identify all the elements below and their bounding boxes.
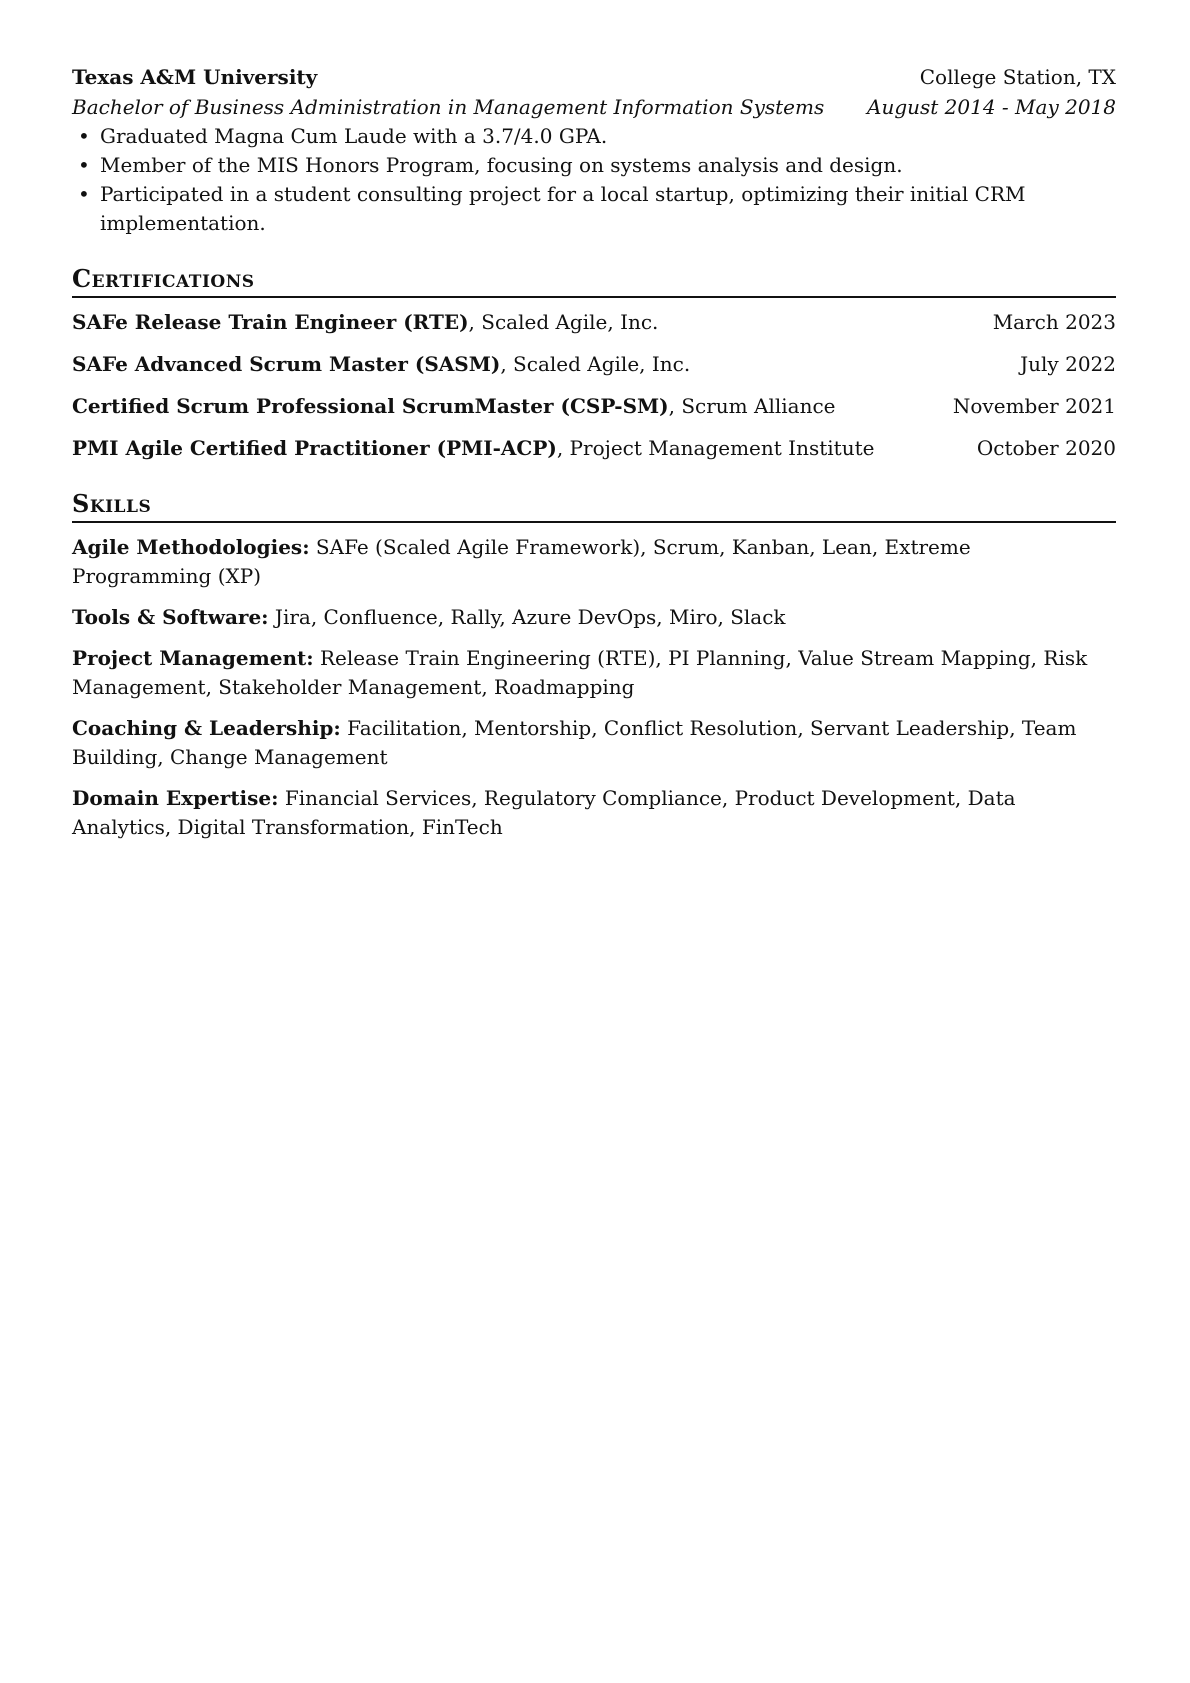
certification-date: October 2020	[976, 436, 1116, 460]
certification-item	[72, 350, 1116, 379]
bullet-icon: •	[78, 182, 90, 206]
education-header-row	[72, 62, 1116, 92]
certification-text	[72, 392, 835, 421]
certification-name: SAFe Release Train Engineer (RTE)	[72, 310, 469, 334]
certification-issuer: , Scrum Alliance	[668, 394, 836, 418]
skill-label: Domain Expertise:	[72, 786, 279, 810]
certification-text	[72, 350, 690, 379]
list-item	[72, 151, 1116, 180]
skill-value: Facilitation, Mentorship, Conflict Resolution, Servant Leadership, Team Building, Change Management	[72, 716, 1077, 769]
education-entry	[72, 62, 1116, 238]
education-dates: August 2014 - May 2018	[867, 95, 1116, 119]
certification-issuer: , Scaled Agile, Inc.	[500, 352, 691, 376]
certifications-list	[72, 308, 1116, 463]
skill-item	[72, 714, 1116, 772]
bullet-icon: •	[78, 124, 90, 148]
skill-item	[72, 533, 1116, 591]
skill-value: Jira, Confluence, Rally, Azure DevOps, Miro, Slack	[268, 605, 786, 629]
list-item	[72, 180, 1116, 238]
certification-name: SAFe Advanced Scrum Master (SASM)	[72, 352, 501, 376]
list-item	[72, 122, 1116, 151]
certification-issuer: , Scaled Agile, Inc.	[468, 310, 659, 334]
education-degree-row	[72, 92, 1116, 122]
certification-issuer: , Project Management Institute	[556, 436, 875, 460]
certification-text	[72, 308, 658, 337]
certification-date: November 2021	[952, 394, 1116, 418]
skill-label: Agile Methodologies:	[72, 535, 310, 559]
certification-item	[72, 434, 1116, 463]
certifications-heading: Certifications	[72, 264, 1116, 298]
education-bullets	[72, 122, 1116, 238]
bullet-icon: •	[78, 153, 90, 177]
degree-title: Bachelor of Business Administration in Management Information Systems	[72, 95, 825, 119]
skill-label: Tools & Software:	[72, 605, 269, 629]
bullet-text: Graduated Magna Cum Laude with a 3.7/4.0 GPA.	[100, 124, 608, 148]
skills-heading: Skills	[72, 489, 1116, 523]
certification-text	[72, 434, 874, 463]
skill-label: Project Management:	[72, 646, 314, 670]
skill-label: Coaching & Leadership:	[72, 716, 341, 740]
bullet-text: Member of the MIS Honors Program, focusing on systems analysis and design.	[100, 153, 903, 177]
bullet-text: Participated in a student consulting project for a local startup, optimizing their initial CRM implementation.	[100, 182, 1026, 235]
certification-item	[72, 392, 1116, 421]
skill-value: SAFe (Scaled Agile Framework), Scrum, Kanban, Lean, Extreme Programming (XP)	[72, 535, 971, 588]
skills-list	[72, 533, 1116, 842]
school-location: College Station, TX	[919, 65, 1116, 89]
skill-item	[72, 603, 1116, 632]
certification-name: PMI Agile Certified Practitioner (PMI-ACP)	[72, 436, 557, 460]
skill-value: Release Train Engineering (RTE), PI Planning, Value Stream Mapping, Risk Management, Stakeholder Management, Roadmapping	[72, 646, 1088, 699]
resume-page	[72, 62, 1116, 842]
certification-item	[72, 308, 1116, 337]
certification-date: July 2022	[1020, 352, 1116, 376]
skill-item	[72, 644, 1116, 702]
certification-name: Certified Scrum Professional ScrumMaster (CSP-SM)	[72, 394, 669, 418]
school-name: Texas A&M University	[72, 65, 318, 89]
skill-item	[72, 784, 1116, 842]
skill-value: Financial Services, Regulatory Compliance, Product Development, Data Analytics, Digital Transformation, FinTech	[72, 786, 1016, 839]
certification-date: March 2023	[992, 310, 1116, 334]
